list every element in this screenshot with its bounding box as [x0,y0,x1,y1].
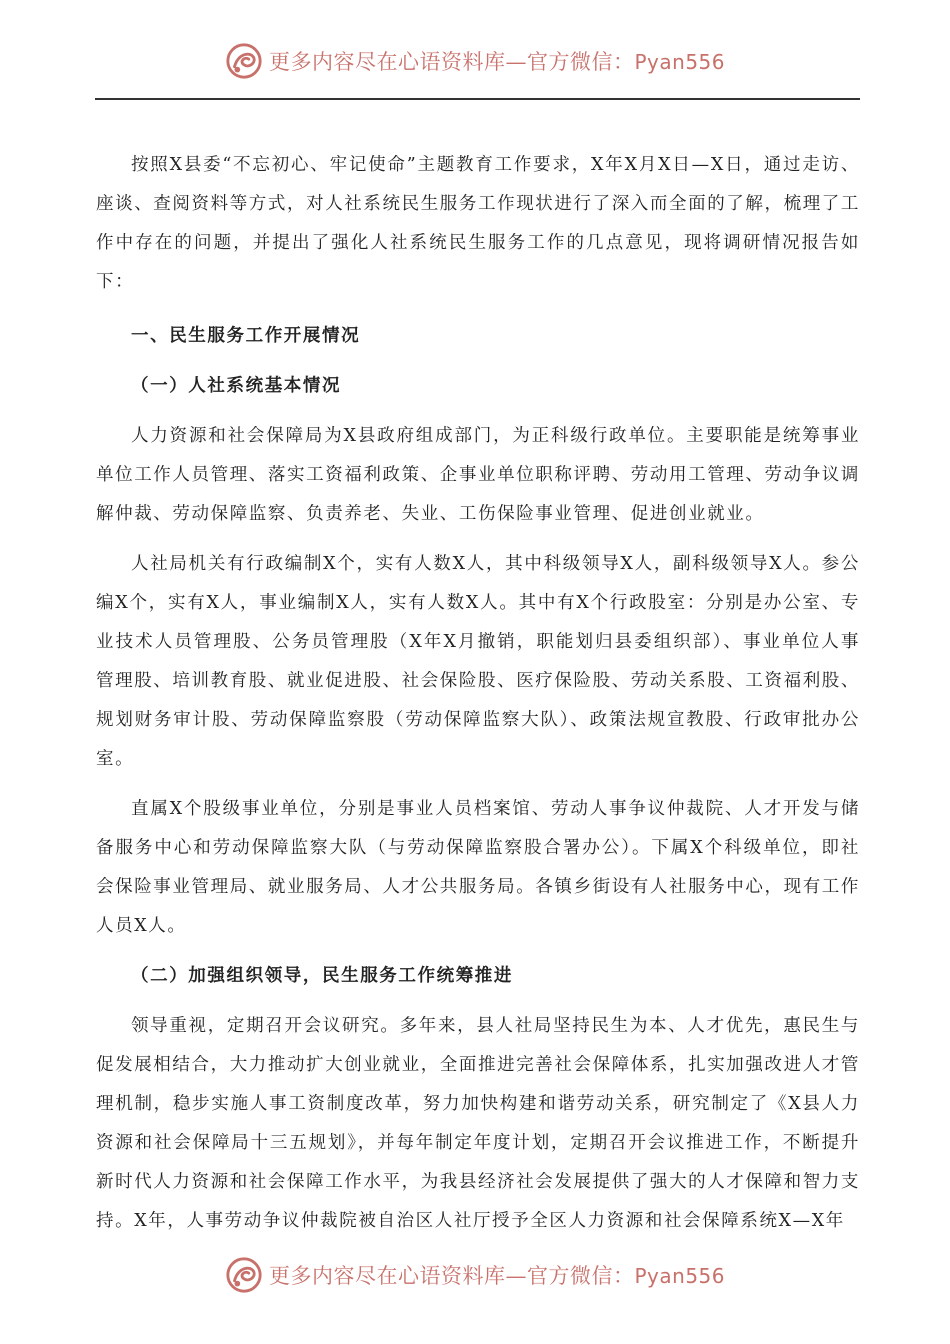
intro-paragraph: 按照Ⅹ县委“不忘初心、牢记使命”主题教育工作要求，Ⅹ年Ⅹ月Ⅹ日—Ⅹ日，通过走访、座谈、查阅资料等方式，对人社系统民生服务工作现状进行了深入而全面的了解，梳理了工作中存在的问题，并提出了强化人社系统民生服务工作的几点意见，现将调研情况报告如下： [96,155,860,292]
footer-wechat-handle: Pyan556 [634,1264,725,1288]
body-paragraph: 人力资源和社会保障局为Ⅹ县政府组成部门，为正科级行政单位。主要职能是统筹事业单位工作人员管理、落实工资福利政策、企事业单位职称评聘、劳动用工管理、劳动争议调解仲裁、劳动保障监察、负责养老、失业、工伤保险事业管理、促进创业就业。 [96,426,860,524]
header-divider [95,98,860,100]
footer-text [269,1260,725,1290]
body-paragraph: 人社局机关有行政编制Ⅹ个，实有人数Ⅹ人，其中科级领导Ⅹ人，副科级领导Ⅹ人。参公编Ⅹ个，实有Ⅹ人，事业编制Ⅹ人，实有人数Ⅹ人。其中有Ⅹ个行政股室：分别是办公室、专业技术人员管理股、公务员管理股（Ⅹ年Ⅹ月撤销，职能划归县委组织部）、事业单位人事管理股、培训教育股、就业促进股、社会保险股、医疗保险股、劳动关系股、工资福利股、规划财务审计股、劳动保障监察股（劳动保障监察大队）、政策法规宣教股、行政审批办公室。 [96,554,860,769]
header-text [269,46,725,76]
subsection-heading: （二）加强组织领导，民生服务工作统筹推进 [131,966,513,986]
subsection-heading: （一）人社系统基本情况 [131,376,342,396]
body-paragraph: 直属Ⅹ个股级事业单位，分别是事业人员档案馆、劳动人事争议仲裁院、人才开发与储备服务中心和劳动保障监察大队（与劳动保障监察股合署办公）。下属Ⅹ个科级单位，即社会保险事业管理局、就业服务局、人才公共服务局。各镇乡街设有人社服务中心，现有工作人员Ⅹ人。 [96,799,860,936]
header-wechat-handle: Pyan556 [634,50,725,74]
body-paragraph: 领导重视，定期召开会议研究。多年来，县人社局坚持民生为本、人才优先，惠民生与促发展相结合，大力推动扩大创业就业，全面推进完善社会保障体系，扎实加强改进人才管理机制，稳步实施人事工资制度改革，努力加快构建和谐劳动关系，研究制定了《Ⅹ县人力资源和社会保障局十三五规划》，并每年制定年度计划，定期召开会议推进工作，不断提升新时代人力资源和社会保障工作水平，为我县经济社会发展提供了强大的人才保障和智力支持。Ⅹ年，人事劳动争议仲裁院被自治区人社厅授予全区人力资源和社会保障系统Ⅹ—Ⅹ年 [96,1016,860,1231]
page-header [0,36,950,86]
section-heading: 一、民生服务工作开展情况 [131,326,361,346]
footer-label: 更多内容尽在心语资料库—官方微信： [268,1264,635,1288]
swirl-logo-icon [225,1256,263,1294]
swirl-logo-icon [225,42,263,80]
header-label: 更多内容尽在心语资料库—官方微信： [268,50,635,74]
page-footer [0,1250,950,1300]
document-body [96,146,860,1241]
